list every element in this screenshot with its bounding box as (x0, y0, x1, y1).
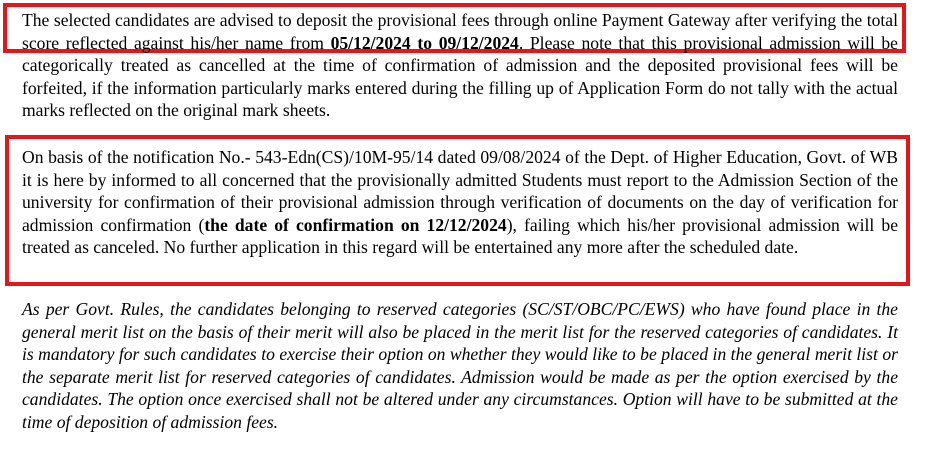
admission-confirmation-notice (22, 146, 898, 259)
fee-deposit-date-range: 05/12/2024 to 09/12/2024 (330, 32, 519, 53)
confirmation-notice-text-start: On basis of the notification No.- 543-Edn(CS)/10M-95/14 dated 09/08/2024 of the Dept. of Higher Education, Govt. of WB it is here by informed to all concerned that the provisionally admitted Students must report to the Admission Section of the university for confirmation of their provisional admission through verification of documents on the day of verification for admission confirmation ( (22, 147, 898, 235)
confirmation-notice-text-end: ), failing which his/her provisional admission will be treated as canceled. No further application in this regard will be entertained any more after the scheduled date. (22, 214, 899, 258)
fee-deposit-notice-text-start: The selected candidates are advised to deposit the provisional fees through online Payment Gateway after verifying the total score reflected against his/her name from (22, 10, 898, 53)
fee-deposit-notice-text-end: . Please note that this provisional admission will be categorically treated as cancelled at the time of confirmation of admission and the deposited provisional fees will be forfeited, if the information particularly marks entered during the filling up of Application Form do not tally with the actual marks reflected on the original mark sheets. (22, 32, 898, 121)
fee-deposit-notice (22, 9, 898, 122)
confirmation-date: the date of confirmation on 12/12/2024 (204, 214, 507, 235)
reserved-category-notice: As per Govt. Rules, the candidates belonging to reserved categories (SC/ST/OBC/PC/EWS) who have found place in the general merit list on the basis of their merit will also be placed in the merit list for the reserved categories of candidates. It is mandatory for such candidates to exercise their option on whether they would like to be placed in the general merit list or the separate merit list for reserved categories of candidates. Admission would be made as per the option exercised by the candidates. The option once exercised shall not be altered under any circumstances. Option will have to be submitted at the time of deposition of admission fees. (22, 299, 898, 432)
